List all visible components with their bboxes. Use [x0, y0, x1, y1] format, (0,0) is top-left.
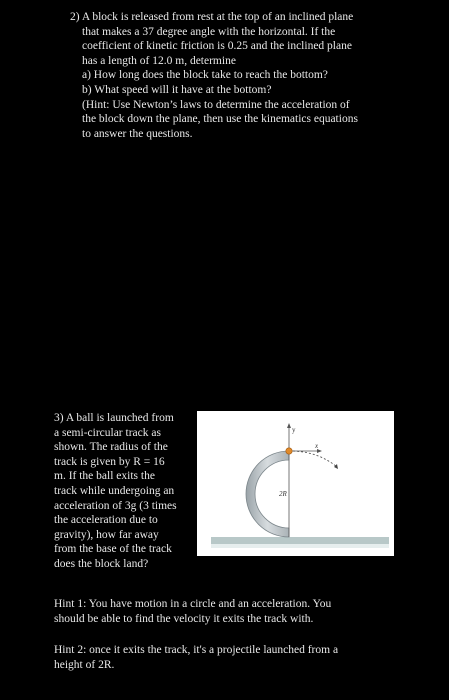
x-axis-label: x	[315, 442, 319, 450]
problem-2-text	[70, 10, 410, 141]
height-label: 2R	[279, 490, 287, 498]
problem-3-line: from the base of the track	[54, 543, 172, 556]
problem-3-line: gravity), how far away	[54, 528, 159, 541]
problem-3-line: does the block land?	[54, 557, 149, 570]
problem-3-line: 3) A ball is launched from	[54, 412, 174, 424]
hint-1-line: should be able to find the velocity it exits the track with.	[54, 612, 314, 625]
problem-2-line: a) How long does the block take to reach the bottom?	[82, 69, 328, 82]
problem-3-line: m. If the ball exits the	[54, 470, 155, 483]
problem-2-line: the block down the plane, then use the kinematics equations	[82, 113, 358, 126]
problem-2-line: coefficient of kinetic friction is 0.25 and the inclined plane	[82, 40, 352, 53]
hint-2-line: height of 2R.	[54, 658, 115, 671]
problem-2-line: has a length of 12.0 m, determine	[82, 54, 236, 67]
hint-2	[54, 643, 394, 672]
problem-2-line: 2) A block is released from rest at the top of an inclined plane	[70, 11, 354, 23]
projectile-trajectory	[293, 451, 337, 467]
y-axis-label: y	[292, 426, 296, 434]
problem-3-line: shown. The radius of the	[54, 441, 168, 454]
problem-2-line: (Hint: Use Newton’s laws to determine the acceleration of	[82, 98, 350, 111]
hint-1-line: Hint 1: You have motion in a circle and an acceleration. You	[54, 598, 332, 610]
problem-3-line: track is given by R = 16	[54, 455, 165, 468]
ball	[286, 448, 292, 454]
problem-3-line: track while undergoing an	[54, 484, 175, 497]
ground-surface	[211, 537, 389, 544]
problem-3-line: the acceleration due to	[54, 514, 158, 527]
problem-3-text	[54, 411, 197, 572]
hint-2-line: Hint 2: once it exits the track, it's a projectile launched from a	[54, 644, 339, 656]
problem-3-line: a semi-circular track as	[54, 426, 161, 439]
ground-shadow	[211, 544, 389, 548]
problem-2-line: that makes a 37 degree angle with the horizontal. If the	[82, 25, 336, 38]
y-axis-arrow-icon	[287, 423, 291, 428]
problem-2-line: b) What speed will it have at the bottom?	[82, 83, 272, 96]
problem-3-line: acceleration of 3g (3 times	[54, 499, 177, 512]
hint-1	[54, 597, 394, 626]
problem-2-line: to answer the questions.	[82, 127, 193, 140]
figure-bottom-strip	[197, 556, 394, 585]
